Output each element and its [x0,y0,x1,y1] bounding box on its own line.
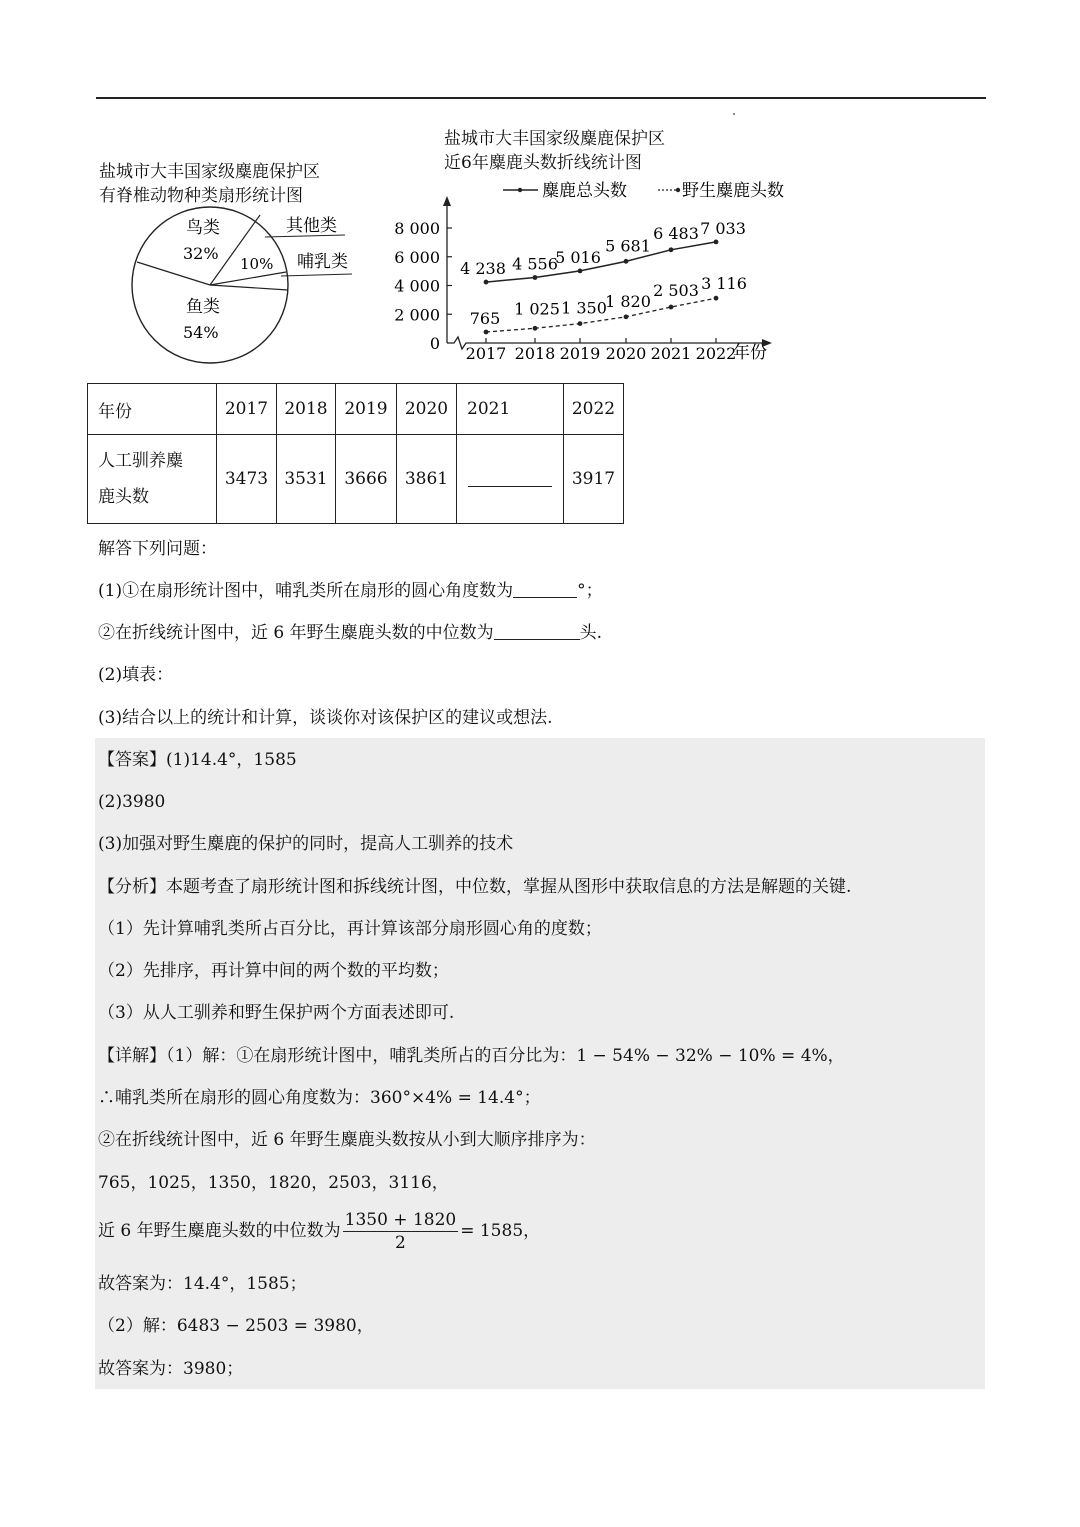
data-label-total: 4 556 [512,254,558,274]
question-3: (3)结合以上的统计和计算，谈谈你对该保护区的建议或想法. [98,708,553,728]
answer-line-3: (3)加强对野生麋鹿的保护的同时，提高人工驯养的技术 [98,834,514,854]
detail-line-2: ∴哺乳类所在扇形的圆心角度数为：360°×4% = 14.4°； [98,1088,541,1108]
table-header-cell: 2022 [564,384,624,435]
detail-line-5 [98,1209,540,1254]
x-tick-label: 2017 [465,344,507,363]
header-rule [96,97,986,99]
data-label-total: 7 033 [700,218,746,238]
data-point-total [714,240,719,245]
analysis-step-3: （3）从人工驯养和野生保护两个方面表述即可. [98,1003,455,1023]
y-tick-label: 0 [429,334,440,353]
table-header-row [88,384,624,435]
pie-divider-other-mammal [210,272,286,285]
table-header-cell: 2017 [217,384,277,435]
y-tick-label: 4 000 [394,276,440,296]
x-tick-label: 2022 [695,344,737,363]
pie-title-line2: 有脊椎动物种类扇形统计图 [99,186,303,206]
table-header-cell: 2021 [457,384,564,435]
answer-line-2: (2)3980 [98,792,166,812]
median-text: 近 6 年野生麋鹿头数的中位数为 [98,1221,341,1241]
y-tick-label: 8 000 [394,219,440,238]
analysis-step-1: （1）先计算哺乳类所占百分比，再计算该部分扇形圆心角的度数； [98,919,602,939]
pie-chart [120,200,370,380]
line-title-line1: 盐城市大丰国家级麋鹿保护区 [444,129,665,149]
data-label-wild: 3 116 [701,274,747,294]
data-point-wild [714,296,719,301]
y-axis-arrow [443,196,451,206]
question-2: (2)填表： [98,665,174,685]
data-point-total [484,280,489,285]
data-point-total [669,247,674,252]
x-axis-unit: 年份 [733,343,767,363]
table-cell: 3666 [336,435,397,524]
line-title-line2: 近6年麋鹿头数折线统计图 [444,153,642,173]
data-point-wild [578,321,583,326]
data-point-wild [484,330,489,335]
x-tick-label: 2021 [650,344,692,363]
pie-divider-fish-bird [137,262,210,285]
chart-legend [503,181,784,201]
table-row [88,435,624,524]
data-label-wild: 1 820 [605,291,651,311]
data-point-total [533,275,538,280]
table-cell: 3531 [277,435,336,524]
table-header-cell: 2019 [336,384,397,435]
q1b-blank [494,623,580,640]
table-header-cell: 年份 [88,384,217,435]
data-label-total: 5 016 [555,247,601,267]
detail-line-3: ②在折线统计图中，近 6 年野生麋鹿头数按从小到大顺序排序为： [98,1130,596,1150]
y-tick-label: 2 000 [394,305,440,325]
table-header-cell: 2020 [397,384,457,435]
q1b-suffix: 头. [579,623,603,643]
detail-line-1: 【详解】（1）解：①在扇形统计图中，哺乳类所占的百分比为：1 − 54% − 32% − 10% = 4%， [98,1046,845,1066]
y-tick-label: 6 000 [394,247,440,267]
pie-pct-other: 10% [240,255,274,273]
legend-wild-dot [676,188,680,192]
table-row-label [88,435,217,524]
questions-intro: 解答下列问题： [98,539,217,559]
x-tick-label: 2018 [514,344,556,363]
table-blank-cell [457,435,564,524]
q1a-text: (1)①在扇形统计图中，哺乳类所在扇形的圆心角度数为 [98,581,514,601]
pie-label-mammal: 哺乳类 [297,252,348,272]
row-label-line2: 鹿头数 [98,487,149,507]
analysis-step-2: （2）先排序，再计算中间的两个数的平均数； [98,961,449,981]
pie-pct-bird: 32% [183,244,219,263]
detail-line-4: 765，1025，1350，1820，2503，3116， [98,1173,449,1193]
data-label-wild: 2 503 [653,281,699,301]
stray-dot [733,113,735,115]
pie-label-bird: 鸟类 [186,218,220,238]
table-cell: 3917 [564,435,624,524]
q1b-text: ②在折线统计图中，近 6 年野生麋鹿头数的中位数为 [98,623,494,643]
pie-title-line1: 盐城市大丰国家级麋鹿保护区 [99,162,320,182]
data-label-total: 5 681 [605,236,651,256]
median-result: = 1585， [460,1221,541,1241]
data-point-wild [533,326,538,331]
row-label-line1: 人工驯养麋 [98,451,183,471]
pie-label-fish: 鱼类 [186,297,220,317]
legend-wild-label: 野生麋鹿头数 [682,181,784,201]
legend-total-dot [518,188,522,192]
data-point-wild [669,305,674,310]
data-point-total [578,268,583,273]
q1a-blank [513,581,577,598]
detail-line-6: 故答案为：14.4°，1585； [98,1274,307,1294]
data-label-total: 6 483 [653,223,699,243]
median-fraction [343,1209,459,1254]
table-cell: 3473 [217,435,277,524]
table-header-cell: 2018 [277,384,336,435]
data-point-wild [624,314,629,319]
data-table [87,383,624,524]
x-tick-label: 2020 [605,344,647,363]
data-point-total [624,259,629,264]
fraction-denominator: 2 [395,1233,406,1253]
line-chart [380,170,800,370]
pie-leader-mammal [281,274,352,276]
data-label-wild: 765 [469,309,501,329]
legend-total-label: 麋鹿总头数 [542,181,627,201]
pie-divider-mammal-fish [210,285,288,290]
data-label-wild: 1 025 [514,299,560,319]
pie-label-other: 其他类 [286,216,337,236]
question-1a [98,578,603,604]
data-label-wild: 1 350 [561,298,607,318]
table-cell: 3861 [397,435,457,524]
question-1b [98,620,602,646]
q1a-suffix: °； [577,581,603,601]
data-label-total: 4 238 [460,259,506,279]
fraction-numerator: 1350 + 1820 [344,1210,457,1230]
x-tick-label: 2019 [559,344,601,363]
fill-in-blank [468,472,552,487]
detail-line-7: （2）解：6483 − 2503 = 3980， [98,1316,374,1336]
answer-line-1: 【答案】(1)14.4°，1585 [98,750,297,770]
pie-pct-fish: 54% [183,323,219,342]
analysis-text: 【分析】本题考查了扇形统计图和拆线统计图，中位数，掌握从图形中获取信息的方法是解题的关键. [98,877,852,897]
detail-line-8: 故答案为：3980； [98,1359,244,1379]
